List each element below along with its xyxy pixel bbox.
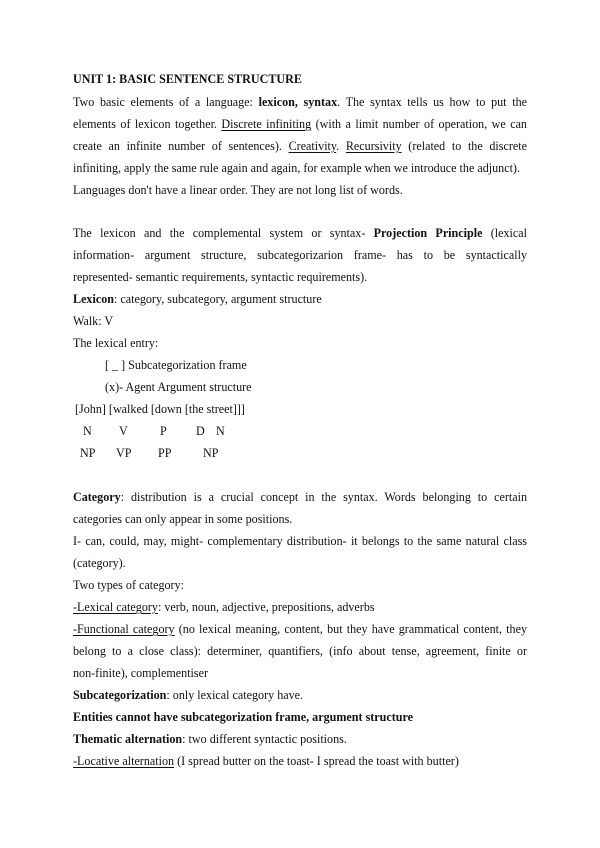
unit-title: UNIT 1: BASIC SENTENCE STRUCTURE <box>73 72 302 86</box>
lexical-entry-line: The lexical entry: <box>73 336 159 350</box>
tree-label: NP <box>80 446 96 460</box>
p1-line1: Two basic elements of a language: lexicon, syntax. The syntax tells us how to put the <box>73 95 527 109</box>
tree-label: NP <box>203 446 219 460</box>
category-line5: Two types of category: <box>73 578 184 592</box>
p2-line2: information- argument structure, subcategorizarion frame- has to be syntactically <box>73 248 527 262</box>
tree-label: D <box>196 424 205 438</box>
tree-label: VP <box>116 446 132 460</box>
tree-sentence: [John] [walked [down [the street]]] <box>75 402 245 416</box>
tree-label: N <box>216 424 225 438</box>
p1-line4: infiniting, apply the same rule again and again, for example when we introduce the adjunct). <box>73 161 520 175</box>
walk-line: Walk: V <box>73 314 114 328</box>
subcategorization-line: Subcategorization: only lexical category have. <box>73 688 304 702</box>
lexical-category-line: -Lexical category: verb, noun, adjective, prepositions, adverbs <box>73 600 375 614</box>
thematic-alternation-line: Thematic alternation: two different syntactic positions. <box>73 732 347 746</box>
tree-label: V <box>119 424 128 438</box>
p2-line3: represented- semantic requirements, syntactic requirements). <box>73 270 368 284</box>
subcat-frame-line: [ _ ] Subcategorization frame <box>105 358 247 372</box>
category-line1: Category: distribution is a crucial concept in the syntax. Words belonging to certain <box>73 490 527 504</box>
entities-line: Entities cannot have subcategorization frame, argument structure <box>73 710 414 724</box>
p2-line1: The lexicon and the complemental system or syntax- Projection Principle (lexical <box>73 226 527 240</box>
argument-structure-line: (x)- Agent Argument structure <box>105 380 252 394</box>
p1-line3: create an infinite number of sentences). Creativity. Recursivity (related to the discrete <box>73 139 527 153</box>
functional-category-line2: belong to a close class): determiner, quantifiers, (info about tense, agreement, finite or <box>73 644 527 658</box>
functional-category-line3: non-finite), complementiser <box>73 666 209 680</box>
category-line4: (category). <box>73 556 126 570</box>
functional-category-line1: -Functional category (no lexical meaning, content, but they have grammatical content, they <box>73 622 527 636</box>
lexicon-line: Lexicon: category, subcategory, argument structure <box>73 292 322 306</box>
tree-label: P <box>160 424 167 438</box>
tree-label: N <box>83 424 92 438</box>
tree-label: PP <box>158 446 172 460</box>
category-line2: categories can only appear in some positions. <box>73 512 293 526</box>
p1-line5: Languages don't have a linear order. They are not long list of words. <box>73 183 403 197</box>
p1-line2: elements of lexicon together. Discrete infiniting (with a limit number of operation, we can <box>73 117 527 131</box>
category-line3: I- can, could, may, might- complementary distribution- it belongs to the same natural class <box>73 534 527 548</box>
locative-alternation-line: -Locative alternation (I spread butter on the toast- I spread the toast with butter) <box>73 754 459 768</box>
